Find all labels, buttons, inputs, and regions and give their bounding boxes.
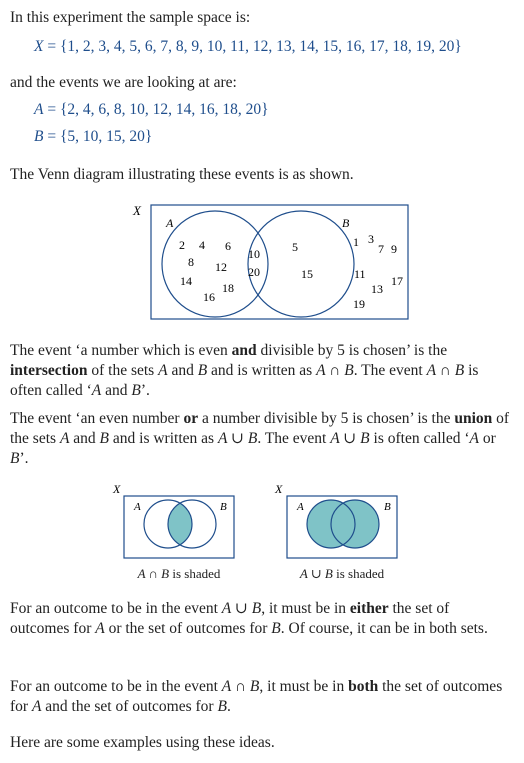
venn-element: 17 <box>391 274 403 288</box>
text-run: and <box>101 382 132 399</box>
variable: A <box>95 620 105 637</box>
venn-element: 11 <box>354 267 366 281</box>
event-b-set: {5, 10, 15, 20} <box>59 128 153 145</box>
math-expression: A ∪ B <box>217 430 258 447</box>
venn-element: 13 <box>371 282 383 296</box>
venn-element: 12 <box>215 260 227 274</box>
text-run: and <box>69 430 100 447</box>
text-run: and the set of outcomes for <box>41 698 218 715</box>
variable: B <box>99 430 110 447</box>
text-run: of the sets <box>87 362 159 379</box>
math-expression: A ∩ B <box>316 362 354 379</box>
math-expression: A ∪ B <box>330 430 370 447</box>
intersection-diagram <box>112 482 234 558</box>
text-run: , it must be in <box>259 678 349 695</box>
text-run: the set of outcomes for <box>10 678 503 715</box>
venn-element: 15 <box>301 267 313 281</box>
text-run: . The event <box>257 430 331 447</box>
closing-text: Here are some examples using these ideas. <box>10 734 275 751</box>
variable: B <box>131 382 141 399</box>
set-b-label: B <box>342 216 350 230</box>
text-run: the set of outcomes for <box>10 600 450 637</box>
venn-element: 19 <box>353 297 365 311</box>
main-venn-diagram <box>0 196 524 328</box>
text-run: and is written as <box>109 430 218 447</box>
venn-intro-text: The Venn diagram illustrating these events is as shown. <box>10 166 354 183</box>
event-a-definition <box>34 101 269 119</box>
variable: A <box>31 698 42 715</box>
venn-element: 9 <box>391 242 397 256</box>
union-paragraph <box>10 409 510 469</box>
caption-text: is shaded <box>169 566 221 581</box>
text-run: , it must be in <box>261 600 350 617</box>
either-paragraph <box>10 599 510 639</box>
text-run: is often called ‘ <box>369 430 470 447</box>
event-b-symbol: B <box>34 128 44 145</box>
bold-term: intersection <box>10 362 88 379</box>
text-run: ’. <box>140 382 150 399</box>
text-run: or the set of outcomes for <box>104 620 272 637</box>
text-run: of the sets <box>10 410 510 447</box>
text-run: The event ‘a number which is even <box>10 342 232 359</box>
intro-text: In this experiment the sample space is: <box>10 9 251 26</box>
venn-element: 7 <box>378 242 384 256</box>
event-a-set: {2, 4, 6, 8, 10, 12, 14, 16, 18, 20} <box>59 101 269 118</box>
caption-text: is shaded <box>332 566 385 581</box>
text-run: a number divisible by 5 is chosen’ is the <box>198 410 455 427</box>
venn-element: 14 <box>180 274 192 288</box>
venn-element: 4 <box>199 238 205 252</box>
sample-space-definition <box>34 38 462 56</box>
text-run: . Of course, it can be in both sets. <box>280 620 488 637</box>
venn-element: 1 <box>353 235 359 249</box>
events-intro-text: and the events we are looking at are: <box>10 74 237 91</box>
variable: B <box>271 620 281 637</box>
venn-element: 18 <box>222 281 234 295</box>
venn-element: 6 <box>225 239 231 253</box>
bold-term: either <box>349 600 389 617</box>
venn-element: 2 <box>179 238 185 252</box>
variable: A <box>91 382 102 399</box>
variable: B <box>10 450 20 467</box>
text-run: is often called ‘ <box>10 362 479 399</box>
intersection-caption <box>104 566 254 582</box>
math-expression: A ∩ B <box>137 566 170 581</box>
equals-sign: = <box>43 101 60 118</box>
venn-element: 5 <box>292 240 298 254</box>
equals-sign: = <box>43 128 60 145</box>
variable: A <box>59 430 70 447</box>
event-a-symbol: A <box>34 101 44 118</box>
set-a-label: A <box>166 216 174 230</box>
universe-label: X <box>275 482 283 496</box>
set-b-label: B <box>384 501 391 513</box>
math-expression: A ∩ B <box>221 678 260 695</box>
text-run: and is written as <box>207 362 317 379</box>
set-a-label: A <box>134 501 141 513</box>
math-expression: A ∩ B <box>426 362 465 379</box>
bold-term: or <box>183 410 199 427</box>
math-expression: A ∪ B <box>299 566 333 581</box>
variable: A <box>158 362 168 379</box>
bold-term: both <box>348 678 379 695</box>
union-diagram <box>274 482 397 558</box>
event-b-definition <box>34 128 152 146</box>
universe-label: X <box>133 203 141 218</box>
text-run: or <box>478 430 496 447</box>
text-run: ’. <box>19 450 29 467</box>
variable: B <box>217 698 227 715</box>
intersection-paragraph <box>10 341 510 401</box>
universe-label: X <box>113 482 121 496</box>
variable: A <box>469 430 479 447</box>
text-run: . The event <box>353 362 427 379</box>
set-a-label: A <box>297 501 304 513</box>
text-run: . <box>226 698 231 715</box>
union-caption <box>267 566 417 582</box>
bold-term: and <box>231 342 257 359</box>
set-b-label: B <box>220 501 227 513</box>
text-run: and <box>167 362 198 379</box>
sample-space-symbol: X <box>34 38 44 55</box>
venn-element: 3 <box>368 232 374 246</box>
math-expression: A ∪ B <box>221 600 262 617</box>
equals-sign: = <box>43 38 60 55</box>
text-run: For an outcome to be in the event <box>10 678 222 695</box>
sample-space-set: {1, 2, 3, 4, 5, 6, 7, 8, 9, 10, 11, 12, 13, 14, 15, 16, 17, 18, 19, 20} <box>59 38 462 55</box>
variable: B <box>197 362 208 379</box>
both-paragraph <box>10 677 510 717</box>
text-run: divisible by 5 is chosen’ is the <box>256 342 448 359</box>
venn-element: 10 <box>248 247 260 261</box>
bold-term: union <box>454 410 493 427</box>
set-b-circle <box>248 211 354 317</box>
venn-element: 16 <box>203 290 215 304</box>
small-venn-diagrams <box>0 480 524 565</box>
text-run: For an outcome to be in the event <box>10 600 222 617</box>
venn-element: 8 <box>188 255 194 269</box>
text-run: The event ‘an even number <box>10 410 184 427</box>
venn-element: 20 <box>248 265 260 279</box>
